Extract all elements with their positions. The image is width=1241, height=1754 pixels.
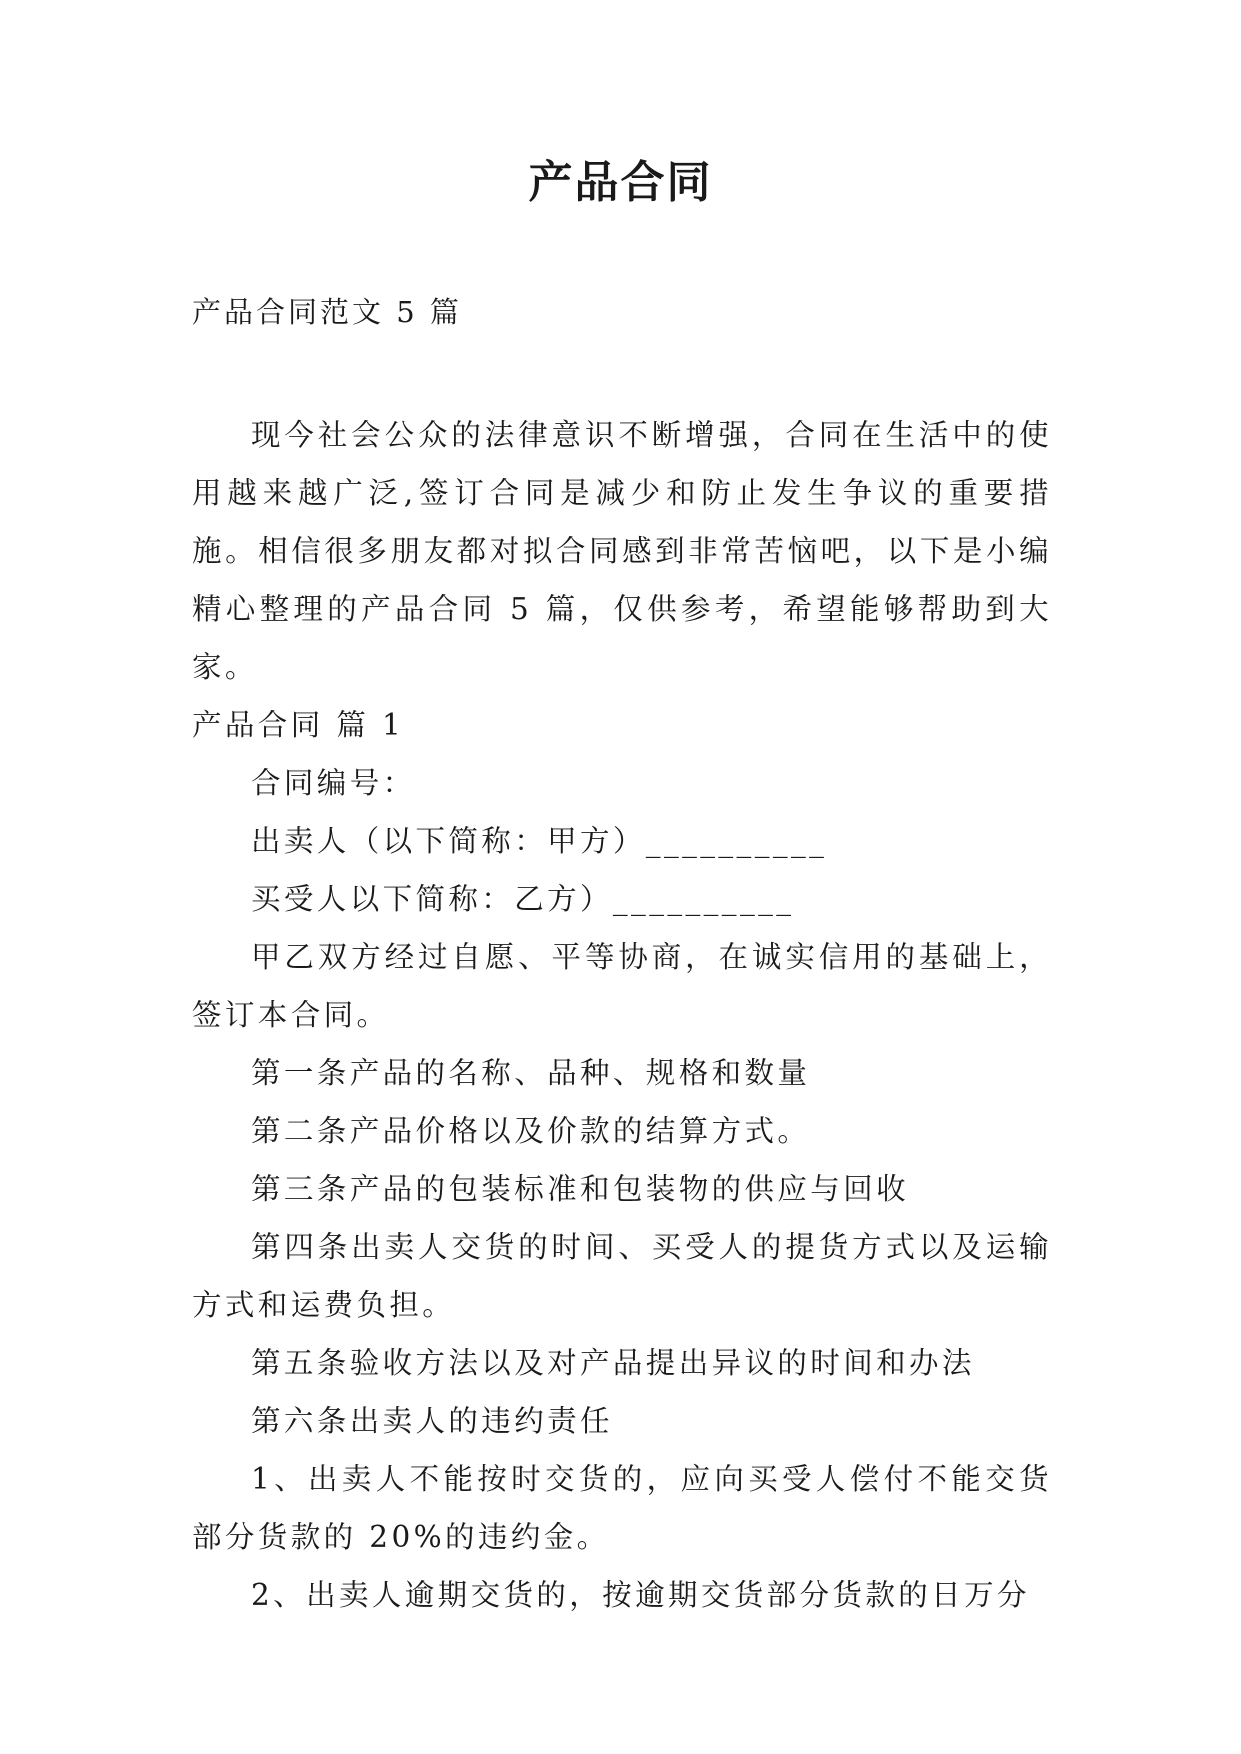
article-5: 第五条验收方法以及对产品提出异议的时间和办法 [251, 1346, 975, 1380]
article-1: 第一条产品的名称、品种、规格和数量 [251, 1056, 811, 1090]
article-6: 第六条出卖人的违约责任 [251, 1404, 613, 1438]
article-3: 第三条产品的包装标准和包装物的供应与回收 [251, 1172, 910, 1206]
contract-number-line: 合同编号： [251, 766, 416, 800]
clause-2: 2、出卖人逾期交货的，按逾期交货部分货款的日万分 [251, 1578, 1030, 1612]
preamble-paragraph: 甲乙双方经过自愿、平等协商，在诚实信用的基础上，签订本合同。 [192, 940, 1052, 1032]
clause-1: 1、出卖人不能按时交货的，应向买受人偿付不能交货部分货款的 20%的违约金。 [192, 1462, 1052, 1554]
seller-line: 出卖人（以下简称：甲方）__________ [251, 824, 828, 858]
buyer-line: 买受人以下简称：乙方）__________ [251, 882, 795, 916]
article-4: 第四条出卖人交货的时间、买受人的提货方式以及运输方式和运费负担。 [192, 1230, 1052, 1322]
document-title: 产品合同 [528, 157, 713, 208]
intro-paragraph: 现今社会公众的法律意识不断增强，合同在生活中的使用越来越广泛,签订合同是减少和防止发生争议的重要措施。相信很多朋友都对拟合同感到非常苦恼吧，以下是小编精心整理的产品合同 5 篇，仅供参考，希望能够帮助到大家。 [192, 418, 1052, 684]
document-body [192, 406, 1052, 1624]
intro-block [192, 406, 1052, 696]
article-2: 第二条产品价格以及价款的结算方式。 [251, 1114, 811, 1148]
section-heading: 产品合同 篇 1 [192, 708, 405, 742]
document-subtitle: 产品合同范文 5 篇 [192, 295, 462, 329]
